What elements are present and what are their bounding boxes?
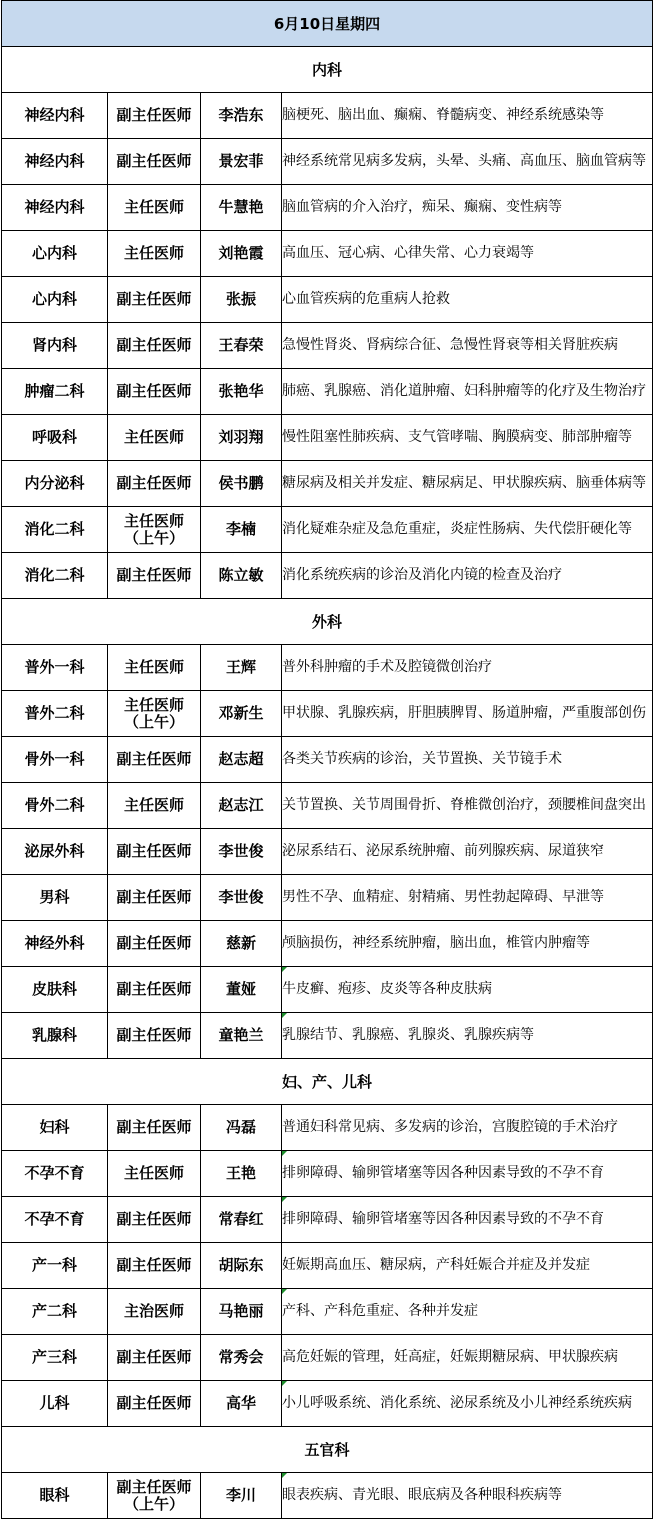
specialty-cell [282, 139, 653, 185]
specialty-text: 脑梗死、脑出血、癫痫、脊髓病变、神经系统感染等 [282, 107, 604, 123]
department-cell [2, 185, 108, 231]
doctor-name-cell [201, 323, 282, 369]
doctor-title-text: 副主任医师 [116, 106, 192, 124]
doctor-name-text: 赵志超 [218, 750, 264, 768]
doctor-name-text: 慈新 [225, 934, 256, 952]
department-text: 妇科 [39, 1118, 70, 1136]
department-text: 泌尿外科 [24, 842, 85, 860]
doctor-name-text: 邓新生 [218, 704, 264, 722]
doctor-name-text: 李川 [225, 1486, 256, 1504]
specialty-cell [282, 1381, 653, 1427]
department-cell [2, 645, 108, 691]
doctor-name-text: 牛慧艳 [218, 198, 264, 216]
specialty-cell [282, 737, 653, 783]
doctor-name-cell [201, 185, 282, 231]
specialty-text: 眼表疾病、青光眼、眼底病及各种眼科疾病等 [282, 1487, 562, 1503]
specialty-text: 关节置换、关节周围骨折、脊椎微创治疗，颈腰椎间盘突出 [282, 797, 646, 813]
doctor-title-cell [108, 415, 201, 461]
section-header-row [2, 1059, 653, 1105]
doctor-name-cell [201, 277, 282, 323]
doctor-title-cell [108, 967, 201, 1013]
doctor-title-cell [108, 875, 201, 921]
department-cell [2, 323, 108, 369]
doctor-name-text: 董娅 [225, 980, 256, 998]
department-cell [2, 93, 108, 139]
department-text: 神经内科 [24, 152, 85, 170]
doctor-name-cell [201, 921, 282, 967]
specialty-text: 排卵障碍、输卵管堵塞等因各种因素导致的不孕不育 [282, 1211, 604, 1227]
doctor-title-text: 主任医师 [123, 198, 184, 216]
doctor-title-cell [108, 507, 201, 553]
doctor-row [2, 645, 653, 691]
doctor-title-cell [108, 829, 201, 875]
doctor-title-cell [108, 1013, 201, 1059]
department-cell [2, 139, 108, 185]
specialty-text: 神经系统常见病多发病，头晕、头痛、高血压、脑血管病等 [282, 153, 646, 169]
specialty-text: 心血管疾病的危重病人抢救 [282, 291, 450, 307]
doctor-name-cell [201, 645, 282, 691]
doctor-name-cell [201, 415, 282, 461]
doctor-title-cell [108, 1289, 201, 1335]
section-title: 内科 [2, 47, 653, 93]
doctor-title-cell [108, 1105, 201, 1151]
doctor-name-cell [201, 1013, 282, 1059]
department-cell [2, 1243, 108, 1289]
department-text: 皮肤科 [31, 980, 77, 998]
department-cell [2, 1381, 108, 1427]
section-title: 外科 [2, 599, 653, 645]
doctor-title-cell [108, 323, 201, 369]
specialty-text: 糖尿病及相关并发症、糖尿病足、甲状腺疾病、脑垂体病等 [282, 475, 646, 491]
doctor-name-cell [201, 139, 282, 185]
doctor-name-text: 景宏菲 [218, 152, 264, 170]
specialty-cell [282, 553, 653, 599]
department-cell [2, 737, 108, 783]
doctor-row [2, 277, 653, 323]
doctor-title-cell [108, 231, 201, 277]
doctor-title-text: 副主任医师 [116, 980, 192, 998]
department-cell [2, 691, 108, 737]
doctor-row [2, 369, 653, 415]
department-text: 产一科 [31, 1256, 77, 1274]
doctor-name-cell [201, 1335, 282, 1381]
doctor-row [2, 1151, 653, 1197]
doctor-row [2, 1243, 653, 1289]
doctor-title-cell [108, 645, 201, 691]
section-header-row [2, 47, 653, 93]
cell-comment-flag-icon [282, 1289, 287, 1294]
department-text: 乳腺科 [31, 1026, 77, 1044]
specialty-text: 普外科肿瘤的手术及腔镜微创治疗 [282, 659, 492, 675]
department-cell [2, 231, 108, 277]
specialty-text: 普通妇科常见病、多发病的诊治，宫腹腔镜的手术治疗 [282, 1119, 618, 1135]
doctor-title-cell [108, 921, 201, 967]
doctor-name-text: 侯书鹏 [218, 474, 264, 492]
doctor-row [2, 93, 653, 139]
specialty-cell [282, 1473, 653, 1519]
doctor-name-cell [201, 1105, 282, 1151]
doctor-title-text: 主治医师 [123, 1302, 184, 1320]
specialty-cell [282, 323, 653, 369]
specialty-cell [282, 415, 653, 461]
doctor-name-text: 李世俊 [218, 888, 264, 906]
department-cell [2, 783, 108, 829]
department-text: 普外一科 [24, 658, 85, 676]
specialty-text: 妊娠期高血压、糖尿病，产科妊娠合并症及并发症 [282, 1257, 590, 1273]
specialty-cell [282, 461, 653, 507]
doctor-row [2, 1197, 653, 1243]
doctor-title-text: 主任医师 （上午） [123, 695, 184, 731]
department-cell [2, 1289, 108, 1335]
doctor-row [2, 921, 653, 967]
specialty-text: 甲状腺、乳腺疾病，肝胆胰脾胃、肠道肿瘤，严重腹部创伤 [282, 705, 646, 721]
doctor-name-text: 马艳丽 [218, 1302, 264, 1320]
department-text: 消化二科 [24, 566, 85, 584]
doctor-title-cell [108, 1381, 201, 1427]
doctor-row [2, 967, 653, 1013]
doctor-row [2, 415, 653, 461]
doctor-title-cell [108, 1473, 201, 1519]
doctor-row [2, 139, 653, 185]
department-cell [2, 1335, 108, 1381]
doctor-name-text: 李浩东 [218, 106, 264, 124]
doctor-title-text: 副主任医师 [116, 750, 192, 768]
doctor-name-text: 胡际东 [218, 1256, 264, 1274]
doctor-name-cell [201, 691, 282, 737]
cell-comment-flag-icon [282, 1381, 287, 1386]
doctor-title-cell [108, 1243, 201, 1289]
specialty-text: 牛皮癣、疱疹、皮炎等各种皮肤病 [282, 981, 492, 997]
doctor-row [2, 323, 653, 369]
specialty-cell [282, 1013, 653, 1059]
department-text: 不孕不育 [24, 1210, 85, 1228]
doctor-row [2, 1289, 653, 1335]
doctor-title-cell [108, 1197, 201, 1243]
doctor-name-cell [201, 93, 282, 139]
department-text: 儿科 [39, 1394, 70, 1412]
doctor-title-text: 副主任医师 [116, 1394, 192, 1412]
specialty-text: 男性不孕、血精症、射精痛、男性勃起障碍、早泄等 [282, 889, 604, 905]
doctor-row [2, 1473, 653, 1519]
doctor-name-cell [201, 1151, 282, 1197]
doctor-name-cell [201, 1243, 282, 1289]
doctor-title-cell [108, 737, 201, 783]
doctor-title-text: 副主任医师 [116, 888, 192, 906]
doctor-name-cell [201, 553, 282, 599]
department-text: 普外二科 [24, 704, 85, 722]
doctor-title-cell [108, 185, 201, 231]
doctor-name-cell [201, 369, 282, 415]
department-text: 骨外一科 [24, 750, 85, 768]
doctor-row [2, 691, 653, 737]
doctor-row [2, 185, 653, 231]
doctor-name-text: 王春荣 [218, 336, 264, 354]
specialty-cell [282, 967, 653, 1013]
doctor-name-cell [201, 737, 282, 783]
department-cell [2, 1151, 108, 1197]
doctor-name-cell [201, 1197, 282, 1243]
department-cell [2, 415, 108, 461]
department-text: 肾内科 [31, 336, 77, 354]
doctor-name-text: 冯磊 [225, 1118, 256, 1136]
doctor-title-text: 副主任医师 [116, 1118, 192, 1136]
schedule-table [1, 0, 653, 1519]
specialty-cell [282, 93, 653, 139]
doctor-name-text: 陈立敏 [218, 566, 264, 584]
doctor-name-cell [201, 829, 282, 875]
doctor-title-text: 副主任医师 [116, 1348, 192, 1366]
department-cell [2, 277, 108, 323]
specialty-cell [282, 691, 653, 737]
doctor-row [2, 1381, 653, 1427]
doctor-title-text: 副主任医师 [116, 1026, 192, 1044]
specialty-cell [282, 1151, 653, 1197]
doctor-title-cell [108, 93, 201, 139]
specialty-cell [282, 1335, 653, 1381]
doctor-name-cell [201, 875, 282, 921]
doctor-title-text: 副主任医师 [116, 152, 192, 170]
specialty-text: 颅脑损伤，神经系统肿瘤，脑出血，椎管内肿瘤等 [282, 935, 590, 951]
specialty-text: 各类关节疾病的诊治，关节置换、关节镜手术 [282, 751, 562, 767]
doctor-title-text: 主任医师 （上午） [123, 511, 184, 547]
doctor-name-cell [201, 967, 282, 1013]
specialty-text: 消化系统疾病的诊治及消化内镜的检查及治疗 [282, 567, 562, 583]
doctor-name-text: 张艳华 [218, 382, 264, 400]
department-text: 骨外二科 [24, 796, 85, 814]
doctor-title-text: 主任医师 [123, 428, 184, 446]
doctor-name-text: 李楠 [225, 520, 256, 538]
cell-comment-flag-icon [282, 967, 287, 972]
doctor-title-cell [108, 139, 201, 185]
department-text: 内分泌科 [24, 474, 85, 492]
cell-comment-flag-icon [282, 1151, 287, 1156]
doctor-name-cell [201, 461, 282, 507]
department-text: 眼科 [39, 1486, 70, 1504]
doctor-row [2, 231, 653, 277]
doctor-name-text: 赵志江 [218, 796, 264, 814]
specialty-text: 脑血管病的介入治疗，痴呆、癫痫、变性病等 [282, 199, 562, 215]
specialty-text: 泌尿系结石、泌尿系统肿瘤、前列腺疾病、尿道狭窄 [282, 843, 604, 859]
doctor-title-cell [108, 1151, 201, 1197]
doctor-title-cell [108, 553, 201, 599]
section-title: 五官科 [2, 1427, 653, 1473]
doctor-title-cell [108, 369, 201, 415]
doctor-row [2, 875, 653, 921]
doctor-row [2, 553, 653, 599]
specialty-cell [282, 507, 653, 553]
doctor-title-text: 副主任医师 [116, 336, 192, 354]
department-cell [2, 1013, 108, 1059]
specialty-cell [282, 369, 653, 415]
doctor-name-text: 童艳兰 [218, 1026, 264, 1044]
specialty-text: 高血压、冠心病、心律失常、心力衰竭等 [282, 245, 534, 261]
specialty-cell [282, 1197, 653, 1243]
department-text: 男科 [39, 888, 70, 906]
doctor-row [2, 1335, 653, 1381]
doctor-name-text: 王艳 [225, 1164, 256, 1182]
specialty-text: 乳腺结节、乳腺癌、乳腺炎、乳腺疾病等 [282, 1027, 534, 1043]
doctor-title-text: 主任医师 [123, 244, 184, 262]
doctor-title-text: 副主任医师 [116, 842, 192, 860]
doctor-title-text: 副主任医师 [116, 474, 192, 492]
doctor-title-text: 副主任医师 [116, 1210, 192, 1228]
doctor-title-cell [108, 783, 201, 829]
department-text: 不孕不育 [24, 1164, 85, 1182]
doctor-title-cell [108, 461, 201, 507]
cell-comment-flag-icon [282, 1013, 287, 1018]
department-text: 产三科 [31, 1348, 77, 1366]
doctor-row [2, 1013, 653, 1059]
doctor-name-cell [201, 231, 282, 277]
specialty-text: 急慢性肾炎、肾病综合征、急慢性肾衰等相关肾脏疾病 [282, 337, 618, 353]
doctor-name-text: 刘艳霞 [218, 244, 264, 262]
doctor-name-cell [201, 783, 282, 829]
doctor-title-cell [108, 691, 201, 737]
doctor-title-text: 主任医师 [123, 658, 184, 676]
doctor-name-text: 常春红 [218, 1210, 264, 1228]
department-cell [2, 553, 108, 599]
doctor-title-text: 副主任医师 [116, 290, 192, 308]
department-text: 神经外科 [24, 934, 85, 952]
specialty-text: 产科、产科危重症、各种并发症 [282, 1303, 478, 1319]
department-cell [2, 507, 108, 553]
specialty-cell [282, 185, 653, 231]
specialty-text: 肺癌、乳腺癌、消化道肿瘤、妇科肿瘤等的化疗及生物治疗 [282, 383, 646, 399]
doctor-name-text: 刘羽翔 [218, 428, 264, 446]
specialty-cell [282, 231, 653, 277]
doctor-title-cell [108, 1335, 201, 1381]
specialty-cell [282, 1289, 653, 1335]
department-cell [2, 461, 108, 507]
specialty-text: 排卵障碍、输卵管堵塞等因各种因素导致的不孕不育 [282, 1165, 604, 1181]
doctor-name-cell [201, 1289, 282, 1335]
page-title: 6月10日星期四 [2, 1, 653, 47]
specialty-cell [282, 829, 653, 875]
doctor-title-text: 副主任医师 [116, 1256, 192, 1274]
section-header-row [2, 599, 653, 645]
section-title: 妇、产、儿科 [2, 1059, 653, 1105]
specialty-cell [282, 277, 653, 323]
department-text: 消化二科 [24, 520, 85, 538]
specialty-cell [282, 1105, 653, 1151]
department-cell [2, 1473, 108, 1519]
department-text: 产二科 [31, 1302, 77, 1320]
department-cell [2, 1105, 108, 1151]
specialty-text: 慢性阻塞性肺疾病、支气管哮喘、胸膜病变、肺部肿瘤等 [282, 429, 632, 445]
doctor-title-text: 主任医师 [123, 796, 184, 814]
doctor-row [2, 783, 653, 829]
doctor-name-text: 张振 [225, 290, 256, 308]
department-cell [2, 829, 108, 875]
department-text: 心内科 [31, 290, 77, 308]
doctor-name-cell [201, 507, 282, 553]
doctor-name-text: 高华 [225, 1394, 256, 1412]
specialty-text: 小儿呼吸系统、消化系统、泌尿系统及小儿神经系统疾病 [282, 1395, 632, 1411]
doctor-title-text: 副主任医师 [116, 382, 192, 400]
department-cell [2, 1197, 108, 1243]
specialty-cell [282, 1243, 653, 1289]
specialty-cell [282, 921, 653, 967]
cell-comment-flag-icon [282, 1473, 287, 1478]
specialty-text: 高危妊娠的管理，妊高症，妊娠期糖尿病、甲状腺疾病 [282, 1349, 618, 1365]
cell-comment-flag-icon [282, 1197, 287, 1202]
specialty-cell [282, 875, 653, 921]
section-header-row [2, 1427, 653, 1473]
doctor-row [2, 829, 653, 875]
doctor-name-text: 王辉 [225, 658, 256, 676]
specialty-cell [282, 783, 653, 829]
doctor-title-text: 副主任医师 （上午） [116, 1477, 192, 1513]
specialty-cell [282, 645, 653, 691]
department-cell [2, 875, 108, 921]
doctor-name-cell [201, 1473, 282, 1519]
doctor-row [2, 1105, 653, 1151]
title-row [2, 1, 653, 47]
department-text: 神经内科 [24, 198, 85, 216]
doctor-name-text: 李世俊 [218, 842, 264, 860]
doctor-name-text: 常秀会 [218, 1348, 264, 1366]
department-text: 心内科 [31, 244, 77, 262]
department-cell [2, 967, 108, 1013]
doctor-name-cell [201, 1381, 282, 1427]
department-text: 呼吸科 [31, 428, 77, 446]
doctor-title-text: 副主任医师 [116, 934, 192, 952]
department-cell [2, 921, 108, 967]
doctor-row [2, 507, 653, 553]
department-text: 神经内科 [24, 106, 85, 124]
department-cell [2, 369, 108, 415]
department-text: 肿瘤二科 [24, 382, 85, 400]
doctor-title-text: 副主任医师 [116, 566, 192, 584]
doctor-row [2, 737, 653, 783]
specialty-text: 消化疑难杂症及急危重症，炎症性肠病、失代偿肝硬化等 [282, 521, 632, 537]
doctor-title-cell [108, 277, 201, 323]
doctor-row [2, 461, 653, 507]
doctor-title-text: 主任医师 [123, 1164, 184, 1182]
